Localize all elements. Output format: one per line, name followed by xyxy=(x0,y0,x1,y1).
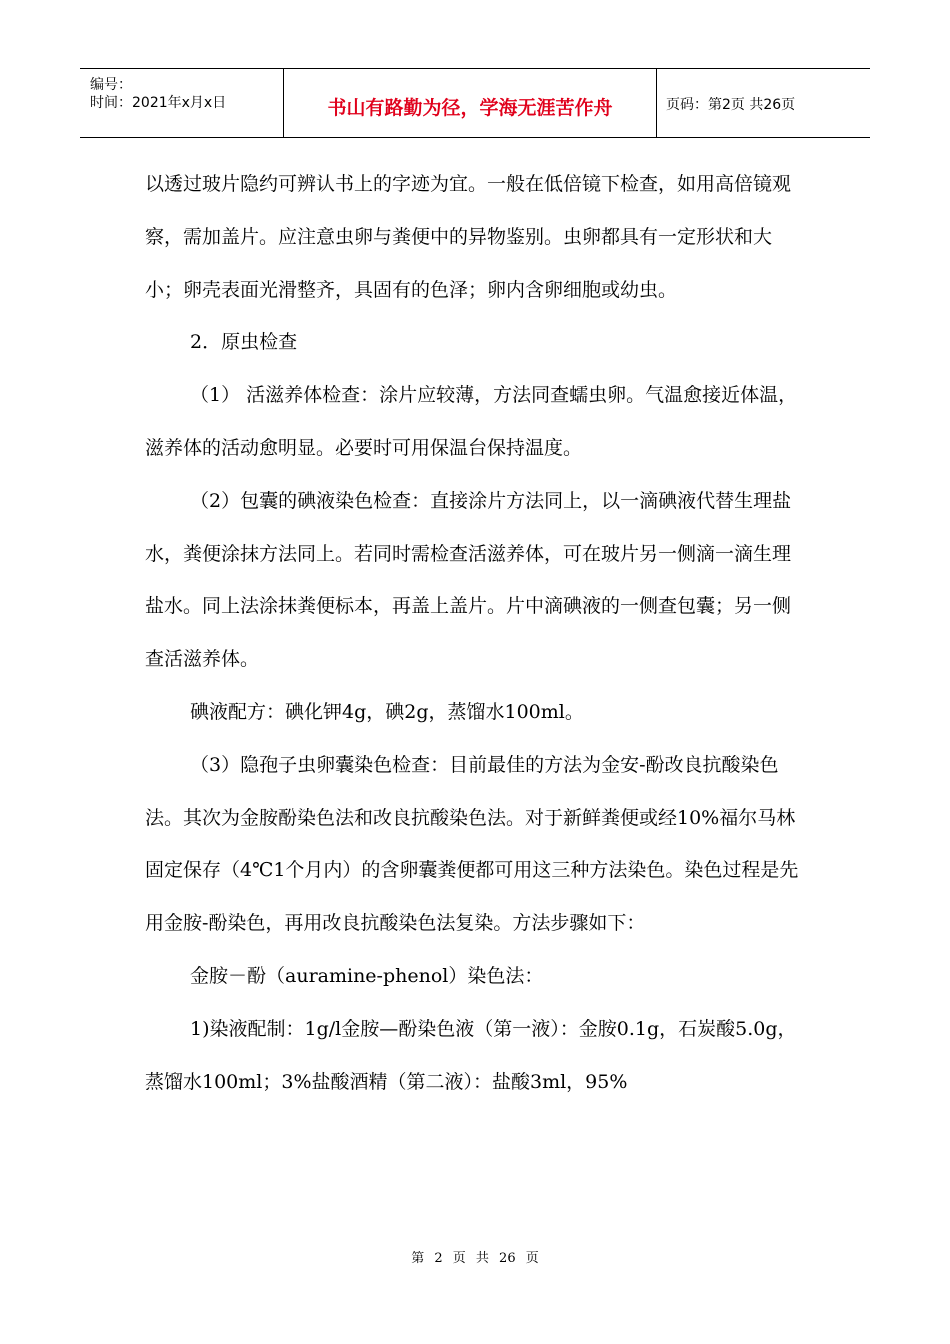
paragraph: （1） 活滋养体检查：涂片应较薄，方法同查蠕虫卵。气温愈接近体温，滋养体的活动愈明显。必要时可用保温台保持温度。 xyxy=(145,384,798,459)
document-body xyxy=(145,158,807,1108)
page-footer: 第 2 页 共 26 页 xyxy=(411,1251,539,1266)
header-page-cell xyxy=(656,69,870,137)
paragraph: （2）包囊的碘液染色检查：直接涂片方法同上，以一滴碘液代替生理盐水，粪便涂抹方法同上。若同时需检查活滋养体，可在玻片另一侧滴一滴生理盐水。同上法涂抹粪便标本，再盖上盖片。片中滴碘液的一侧查包囊；另一侧查活滋养体。 xyxy=(145,489,792,671)
paragraph: 以透过玻片隐约可辨认书上的字迹为宜。一般在低倍镜下检查，如用高倍镜观察，需加盖片。应注意虫卵与粪便中的异物鉴别。虫卵都具有一定形状和大小；卵壳表面光滑整齐，具固有的色泽；卵内含卵细胞或幼虫。 xyxy=(145,173,792,301)
section-heading: 2．原虫检查 xyxy=(190,331,298,354)
header-page-count: 页码：第2页 共26页 xyxy=(666,97,796,113)
header-motto: 书山有路勤为径，学海无涯苦作舟 xyxy=(327,97,613,119)
paragraph: 1)染液配制：1g/l金胺—酚染色液（第一液）：金胺0.1g，石炭酸5.0g，蒸馏水100ml；3%盐酸酒精（第二液）：盐酸3ml，95% xyxy=(145,1017,797,1093)
paragraph: 金胺－酚（auramine-phenol）染色法： xyxy=(190,964,544,987)
paragraph: （3）隐孢子虫卵囊染色检查：目前最佳的方法为金安-酚改良抗酸染色法。其次为金胺酚染色法和改良抗酸染色法。对于新鲜粪便或经10%福尔马林固定保存（4℃1个月内）的含卵囊粪便都可用这三种方法染色。染色过程是先用金胺-酚染色，再用改良抗酸染色法复染。方法步骤如下： xyxy=(145,753,799,935)
date-line: 时间：2021年x月x日 xyxy=(90,95,227,111)
serial-number-label: 编号： xyxy=(90,77,132,93)
header-motto-cell xyxy=(283,69,657,137)
header-info-cell xyxy=(80,69,283,137)
page-header xyxy=(80,68,870,138)
paragraph: 碘液配方：碘化钾4g，碘2g，蒸馏水100ml。 xyxy=(190,700,584,723)
